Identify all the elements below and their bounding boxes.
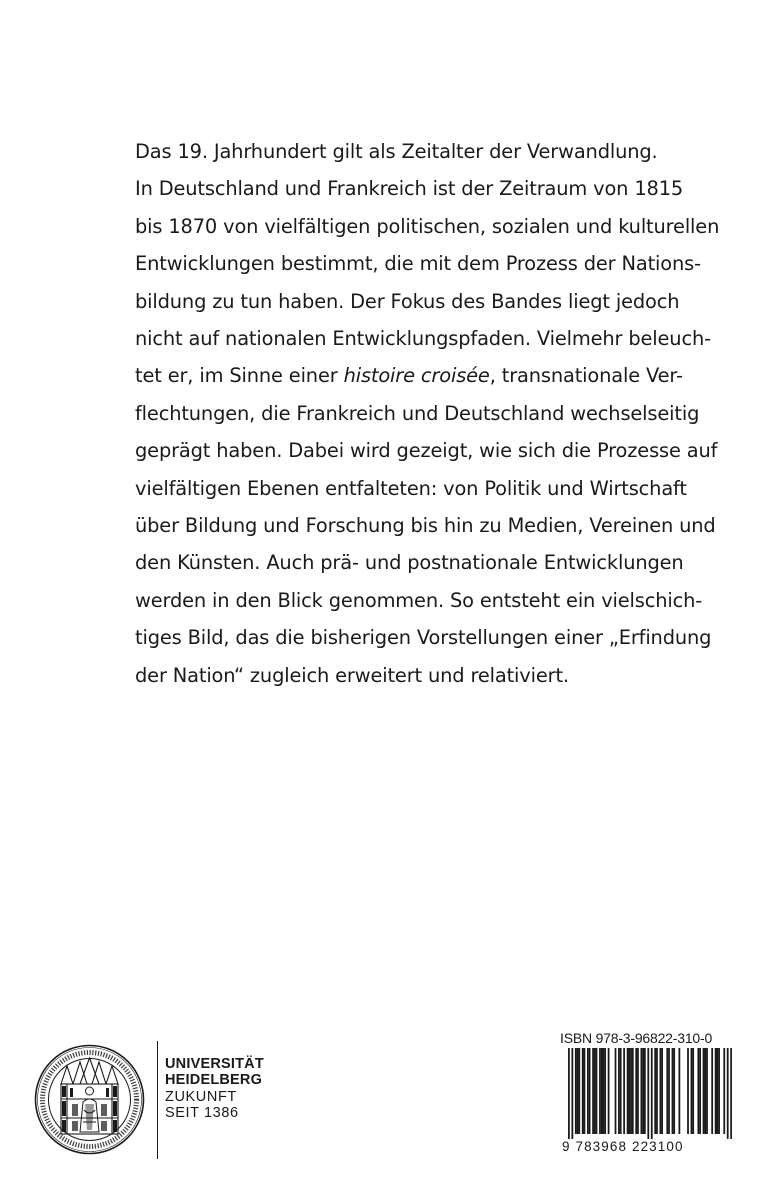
barcode-bar — [592, 1048, 594, 1134]
university-wordmark — [165, 1056, 264, 1122]
barcode-bar — [577, 1048, 579, 1134]
barcode-bar — [594, 1048, 596, 1134]
university-seal-icon — [34, 1044, 145, 1155]
barcode-bar — [632, 1048, 634, 1134]
barcode-bar — [703, 1048, 705, 1134]
blurb-line: über Bildung und Forschung bis hin zu Medien, Vereinen und — [135, 514, 716, 538]
barcode-bar — [654, 1048, 656, 1134]
barcode-bar — [715, 1048, 717, 1134]
blurb-text: , transnationale Ver- — [489, 364, 683, 388]
barcode-bar — [618, 1048, 620, 1134]
barcode-bar — [575, 1048, 577, 1134]
barcode-bar — [647, 1048, 649, 1139]
blurb-line: flechtungen, die Frankreich und Deutschland wechselseitig — [135, 401, 700, 425]
barcode-bar — [596, 1048, 598, 1134]
barcode-bar — [668, 1048, 670, 1134]
blurb-line: den Künsten. Auch prä- und postnationale Entwicklungen — [135, 551, 684, 575]
wordmark-tagline: SEIT 1386 — [165, 1105, 239, 1122]
barcode-bar — [687, 1048, 689, 1134]
barcode-bar — [628, 1048, 630, 1134]
barcode-bar — [666, 1048, 668, 1134]
barcode-bar — [673, 1048, 675, 1134]
ean-digits: 9 783968 223100 — [562, 1139, 684, 1154]
blurb-line: bildung zu tun haben. Der Fokus des Bandes liegt jedoch — [135, 289, 680, 313]
barcode-bar — [642, 1048, 644, 1134]
barcode-bar — [623, 1048, 625, 1134]
barcode-bar — [589, 1048, 591, 1134]
barcode-bar — [601, 1048, 603, 1134]
barcode-bar — [661, 1048, 663, 1134]
barcode-bar — [587, 1048, 589, 1134]
barcode-bar — [604, 1048, 606, 1134]
barcode-bar — [630, 1048, 632, 1134]
barcode-bar — [584, 1048, 586, 1134]
barcode-bar — [659, 1048, 661, 1134]
barcode-bar — [599, 1048, 601, 1134]
wordmark-tagline: ZUKUNFT — [165, 1088, 237, 1105]
blurb-line: der Nation“ zugleich erweitert und relativiert. — [135, 663, 569, 687]
wordmark-line: HEIDELBERG — [165, 1072, 263, 1089]
blurb-line: werden in den Blick genommen. So entsteht ein vielschich- — [135, 588, 703, 612]
blurb-line: Das 19. Jahrhundert gilt als Zeitalter der Verwandlung. — [135, 140, 658, 163]
barcode-bar — [672, 1048, 674, 1134]
ean-barcode — [568, 1048, 732, 1139]
blurb-line: In Deutschland und Frankreich ist der Zeitraum von 1815 — [135, 177, 684, 201]
wordmark-line: UNIVERSITÄT — [165, 1056, 264, 1072]
blurb-line-with-italic — [135, 357, 695, 394]
barcode-bar — [641, 1048, 643, 1134]
blurb-line: vielfältigen Ebenen entfalteten: von Politik und Wirtschaft — [135, 476, 687, 500]
blurb-line: geprägt haben. Dabei wird gezeigt, wie sich die Prozesse auf — [135, 439, 718, 463]
barcode-bar — [692, 1048, 694, 1134]
barcode-bar — [691, 1048, 693, 1134]
blurb-text: tet er, im Sinne einer — [135, 364, 344, 388]
barcode-bar — [704, 1048, 706, 1134]
barcode-bar — [620, 1048, 622, 1134]
blurb-italic-term: histoire croisée — [343, 364, 490, 388]
barcode-bar — [603, 1048, 605, 1134]
barcode-bar — [697, 1048, 699, 1134]
barcode-bar — [706, 1048, 708, 1134]
barcode-bar — [656, 1048, 658, 1134]
barcode-bar — [627, 1048, 629, 1134]
barcode-bar — [699, 1048, 701, 1134]
barcode-bar — [730, 1048, 732, 1139]
logo-divider — [157, 1041, 158, 1159]
isbn-label: ISBN 978-3-96822-310-0 — [560, 1030, 713, 1046]
barcode-bar — [678, 1048, 680, 1134]
barcode-bar — [718, 1048, 720, 1134]
barcode-bar — [723, 1048, 725, 1134]
barcode-bar — [578, 1048, 580, 1134]
barcode-bar — [568, 1048, 570, 1139]
blurb-line: bis 1870 von vielfältigen politischen, sozialen und kulturellen — [135, 214, 720, 238]
barcode-bar — [571, 1048, 573, 1139]
blurb-line: tiges Bild, das die bisherigen Vorstellungen einer „Erfindung — [135, 626, 712, 650]
barcode-bar — [651, 1048, 653, 1139]
barcode-bar — [608, 1048, 610, 1134]
back-cover-blurb — [135, 133, 720, 694]
barcode-bar — [716, 1048, 718, 1134]
barcode-bar — [644, 1048, 646, 1134]
blurb-line: nicht auf nationalen Entwicklungspfaden. Vielmehr beleuch- — [135, 327, 711, 351]
blurb-line: Entwicklungen bestimmt, die mit dem Prozess der Nations- — [135, 252, 701, 276]
barcode-bar — [582, 1048, 584, 1134]
barcode-bar — [727, 1048, 729, 1139]
barcode-bar — [615, 1048, 617, 1134]
barcode-bar — [635, 1048, 637, 1134]
barcode-bar — [711, 1048, 713, 1134]
barcode-bar — [637, 1048, 639, 1134]
